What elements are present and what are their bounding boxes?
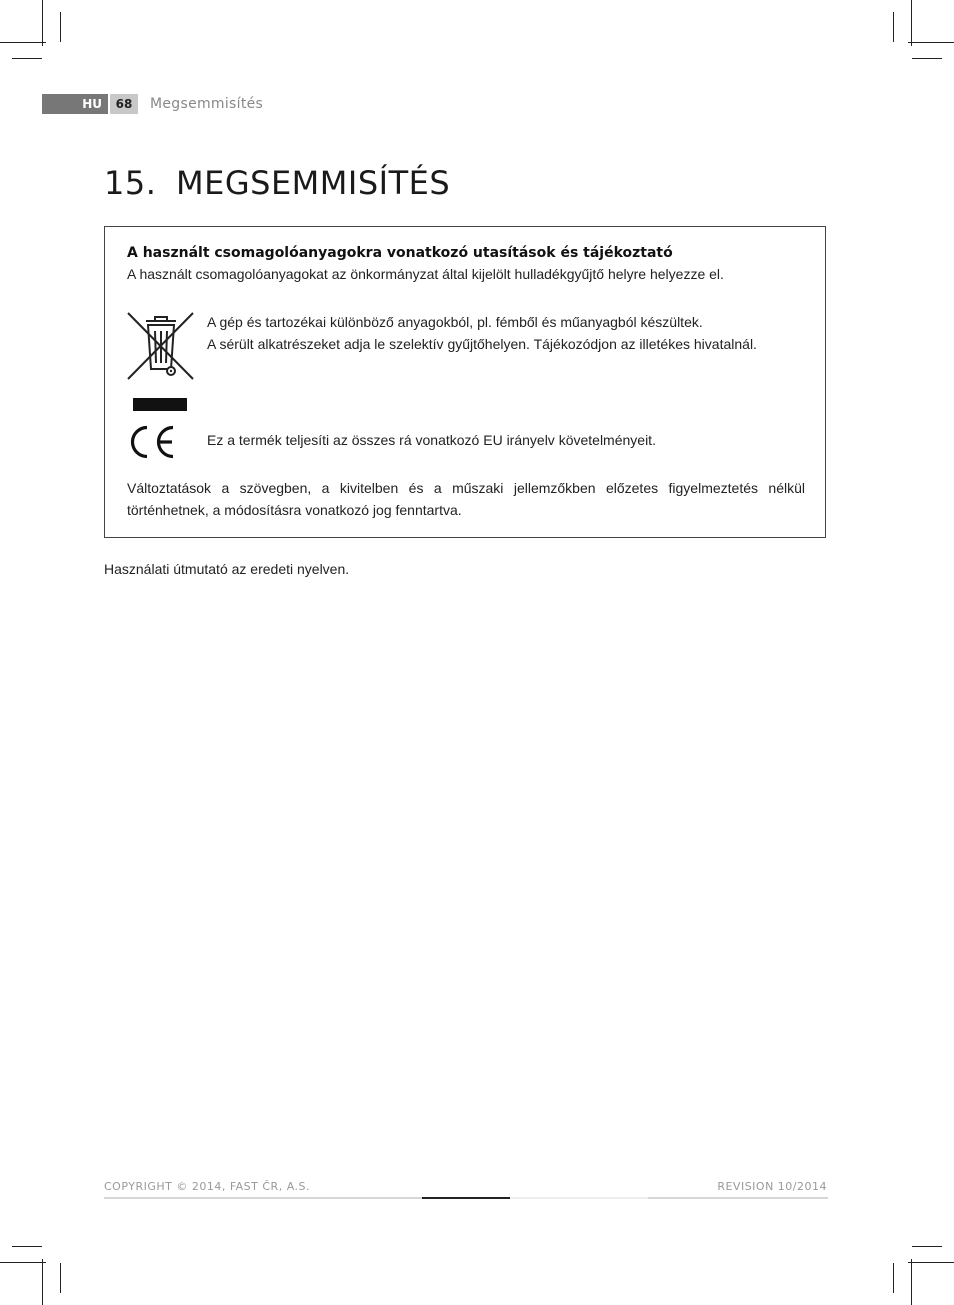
weee-line-1: A gép és tartozékai különböző anyagokból, pl. fémből és műanyagból készültek. bbox=[207, 314, 703, 330]
footer-rule bbox=[104, 1197, 422, 1199]
ce-text: Ez a termék teljesíti az összes rá vonatkozó EU irányelv követelményeit. bbox=[207, 432, 656, 448]
crop-mark bbox=[912, 58, 942, 59]
changes-disclaimer: Változtatások a szövegben, a kivitelben és a műszaki jellemzőkben előzetes figyelmeztetés nélkül történhetnek, a módosításra vonatkozó jog fenntartva. bbox=[127, 480, 805, 518]
weee-text bbox=[207, 311, 807, 355]
box-heading: A használt csomagolóanyagokra vonatkozó utasítások és tájékoztató bbox=[127, 245, 673, 261]
original-language-note: Használati útmutató az eredeti nyelven. bbox=[104, 561, 350, 577]
disposal-info-box bbox=[104, 226, 826, 538]
section-title-text: MEGSEMMISÍTÉS bbox=[176, 164, 451, 202]
section-title bbox=[104, 164, 450, 202]
section-number: 15. bbox=[104, 164, 157, 202]
crop-mark bbox=[12, 1246, 42, 1247]
footer-rule bbox=[422, 1197, 510, 1199]
crop-mark bbox=[12, 58, 42, 59]
footer-copyright: COPYRIGHT © 2014, FAST ČR, A.S. bbox=[104, 1180, 310, 1193]
crop-mark bbox=[42, 0, 43, 46]
header-title: Megsemmisítés bbox=[150, 96, 264, 112]
crop-mark bbox=[60, 12, 61, 42]
crop-mark bbox=[912, 1246, 942, 1247]
footer-rule bbox=[648, 1197, 828, 1199]
running-header bbox=[42, 94, 263, 114]
page-number: 68 bbox=[110, 94, 138, 114]
crop-mark bbox=[893, 1263, 894, 1293]
crop-mark bbox=[893, 12, 894, 42]
footer-rule bbox=[510, 1197, 648, 1199]
packaging-intro: A használt csomagolóanyagokat az önkormányzat által kijelölt hulladékgyűjtő helyre helyezze el. bbox=[127, 266, 724, 282]
language-tab: HU bbox=[42, 94, 108, 114]
crossed-out-wheelie-bin-icon bbox=[127, 311, 195, 411]
weee-line-2: A sérült alkatrészeket adja le szelektív gyűjtőhelyen. Tájékozódjon az illetékes hivatalnál. bbox=[207, 336, 757, 352]
crop-mark bbox=[908, 1262, 954, 1263]
crop-mark bbox=[60, 1263, 61, 1293]
crop-mark bbox=[0, 1262, 46, 1263]
crop-mark bbox=[908, 42, 954, 43]
crop-mark bbox=[0, 42, 46, 43]
crop-mark bbox=[911, 0, 912, 46]
ce-mark-icon bbox=[127, 425, 175, 459]
crop-mark bbox=[911, 1259, 912, 1305]
crop-mark bbox=[42, 1259, 43, 1305]
footer-revision: REVISION 10/2014 bbox=[717, 1180, 827, 1193]
